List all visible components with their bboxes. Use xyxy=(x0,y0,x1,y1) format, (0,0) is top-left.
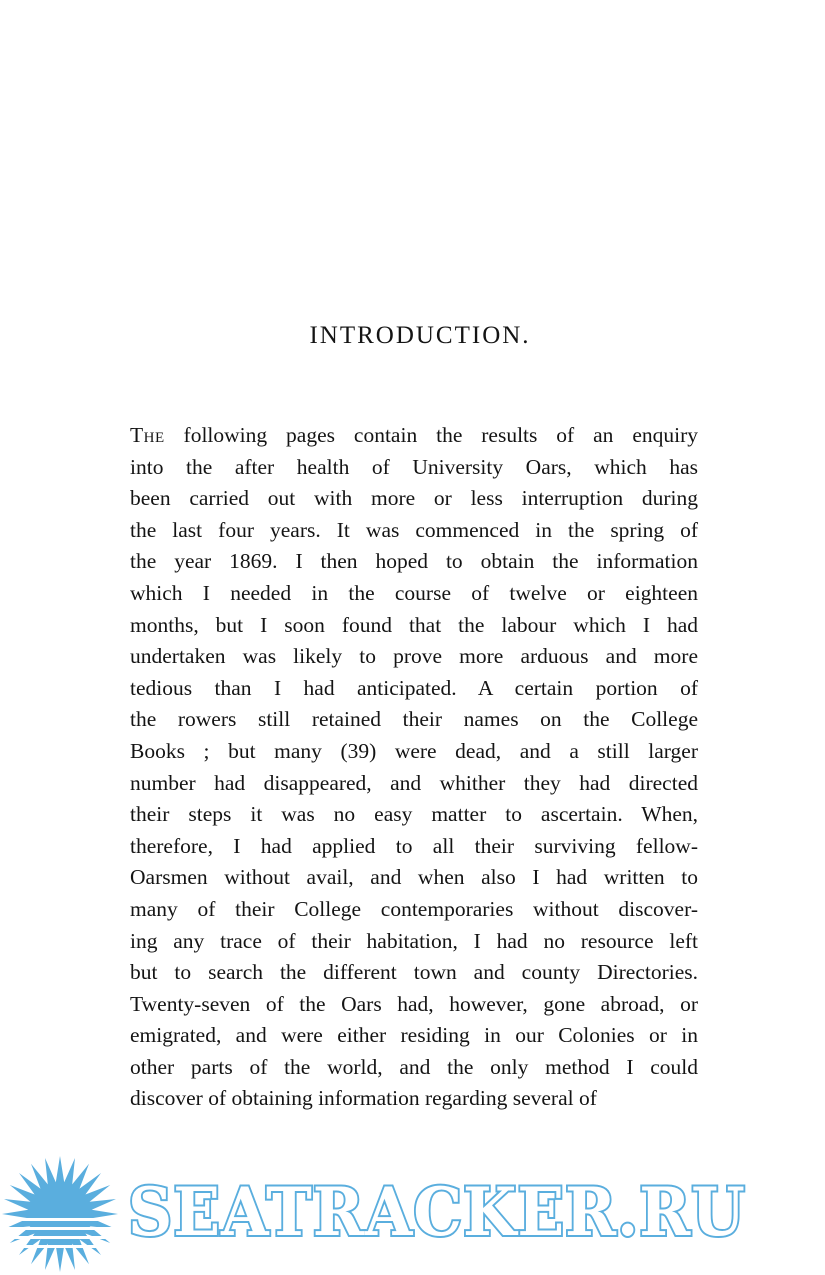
text-line: Books ; but many (39) were dead, and a still larger xyxy=(130,738,698,763)
text-line: which I needed in the course of twelve or eighteen xyxy=(130,580,698,605)
text-line: but to search the different town and county Directories. xyxy=(130,960,698,985)
text-line: Oarsmen without avail, and when also I had written to xyxy=(130,865,698,890)
text-line: been carried out with more or less interruption during xyxy=(130,486,698,511)
text-line xyxy=(130,420,698,452)
text-line: emigrated, and were either residing in our Colonies or in xyxy=(130,1023,698,1048)
text-line: therefore, I had applied to all their surviving fellow- xyxy=(130,833,698,858)
sun-icon xyxy=(0,1152,120,1272)
text-line: undertaken was likely to prove more arduous and more xyxy=(130,644,698,669)
watermark-text: SEATRACKER.RU xyxy=(128,1173,746,1251)
text-line: into the after health of University Oars, which has xyxy=(130,454,698,479)
body-paragraph xyxy=(130,420,698,1115)
text-line: other parts of the world, and the only method I could xyxy=(130,1054,698,1079)
watermark xyxy=(0,1148,825,1275)
text-line: number had disappeared, and whither they had directed xyxy=(130,770,698,795)
text-line: the rowers still retained their names on the College xyxy=(130,707,698,732)
text-line: tedious than I had anticipated. A certain portion of xyxy=(130,675,698,700)
text-line: the year 1869. I then hoped to obtain the information xyxy=(130,549,698,574)
lead-word: The xyxy=(130,423,165,447)
text-line: months, but I soon found that the labour which I had xyxy=(130,612,698,637)
text-line: discover of obtaining information regarding several of xyxy=(130,1086,597,1111)
text-line: Twenty-seven of the Oars had, however, gone abroad, or xyxy=(130,991,698,1016)
text-line: their steps it was no easy matter to ascertain. When, xyxy=(130,802,698,827)
text-line: ing any trace of their habitation, I had no resource left xyxy=(130,928,698,953)
line-text: following pages contain the results of an enquiry xyxy=(164,423,698,447)
text-line: the last four years. It was commenced in the spring of xyxy=(130,517,698,542)
chapter-heading: INTRODUCTION. xyxy=(309,322,531,349)
text-line: many of their College contemporaries without discover- xyxy=(130,896,698,921)
